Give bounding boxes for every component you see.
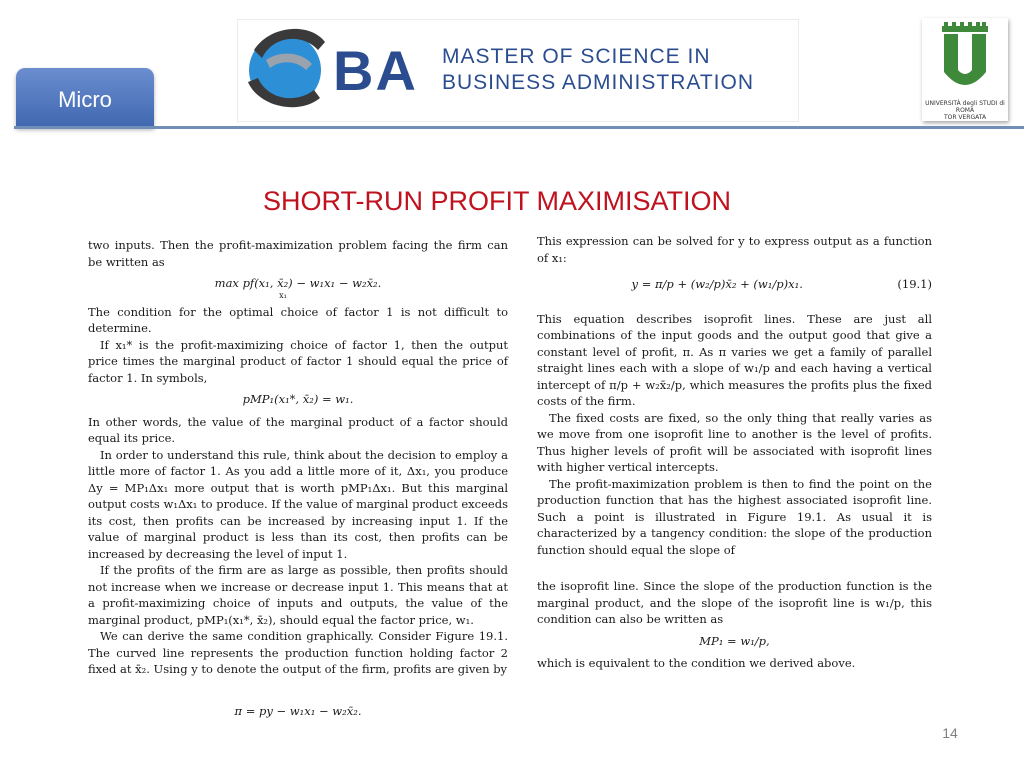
tor-vergata-emblem-icon	[922, 18, 1008, 98]
equation-subscript: x₁	[279, 290, 287, 300]
header-divider	[14, 126, 1024, 129]
equation: π = py − w₁x₁ − w₂x̄₂.	[234, 703, 362, 718]
left-text-column	[88, 237, 508, 725]
paragraph: If the profits of the firm are as large as possible, then profits should not increase when we increase or decrease input 1. This means that at a profit-maximizing choice of inputs and outputs, the value of the marginal product, pMP₁(x₁*, x̄₂), should equal the factor price, w₁.	[88, 563, 508, 627]
paragraph: The condition for the optimal choice of factor 1 is not difficult to determine.	[88, 304, 508, 335]
equation: MP₁ = w₁/p,	[699, 633, 770, 648]
paragraph: the isoprofit line. Since the slope of the production function is the marginal product, and the slope of the isoprofit line is w₁/p, this condition can also be written as	[537, 579, 932, 626]
ba-globe-logo-icon	[240, 20, 330, 118]
paragraph: This expression can be solved for y to express output as a function of x₁:	[537, 234, 932, 265]
right-text-column	[537, 233, 932, 672]
paragraph: We can derive the same condition graphically. Consider Figure 19.1. The curved line represents the production function holding factor 2 fixed at x̄₂. Using y to denote the output of the firm, profits are given by	[88, 629, 508, 676]
logo-title-line1: MASTER OF SCIENCE IN	[442, 45, 711, 68]
equation: max pf(x₁, x̄₂) − w₁x₁ − w₂x̄₂.	[214, 276, 382, 290]
paragraph: two inputs. Then the profit-maximization problem facing the firm can be written as	[88, 238, 508, 269]
equation: pMP₁(x₁*, x̄₂) = w₁.	[242, 392, 354, 406]
paragraph: which is equivalent to the condition we derived above.	[537, 656, 856, 670]
university-name	[922, 100, 1008, 121]
paragraph: The profit-maximization problem is then to find the point on the production function that has the highest associated isoprofit line. Such a point is illustrated in Figure 19.1. As usual it is characterized by a tangency condition: the slope of the production function should equal the slope of	[537, 476, 932, 557]
equation-number: (19.1)	[897, 277, 932, 291]
paragraph: In other words, the value of the marginal product of a factor should equal its price.	[88, 414, 508, 445]
logo-monogram: BA	[333, 39, 418, 102]
paragraph: This equation describes isoprofit lines. These are just all combinations of the input goods and the output good that give a constant level of profit, π. As π varies we get a family of parallel straight lines each with a slope of w₁/p and each having a vertical intercept of π/p + w₂x̄₂/p, which measures the profits plus the fixed costs of the firm.	[537, 311, 932, 408]
section-tab	[16, 68, 154, 128]
university-name-line2: TOR VERGATA	[943, 114, 987, 121]
equation-body: y = π/p + (w₂/p)x̄₂ + (w₁/p)x₁.	[631, 277, 803, 291]
logo-title-line2: BUSINESS ADMINISTRATION	[442, 71, 754, 94]
paragraph: The fixed costs are fixed, so the only thing that really varies as we move from one isoprofit line to another is the level of profits. Thus higher levels of profit will be associated with isoprofit lines with higher vertical intercepts.	[537, 410, 932, 474]
paragraph: In order to understand this rule, think about the decision to employ a little more of factor 1. As you add a little more of it, Δx₁, you produce Δy = MP₁Δx₁ more output that is worth pMP₁Δx₁. But this marginal output costs w₁Δx₁ to produce. If the value of marginal product exceeds its cost, then profits can be increased by increasing input 1. If the value of marginal product is less than its cost, then profits can be increased by decreasing the level of input 1.	[88, 447, 508, 561]
equation	[537, 276, 932, 293]
paragraph: If x₁* is the profit-maximizing choice of factor 1, then the output price times the marginal product of factor 1 should equal the price of factor 1. In symbols,	[88, 337, 508, 385]
slide-header	[0, 0, 1024, 135]
section-tab-label: Micro	[58, 87, 112, 112]
university-name-line1: UNIVERSITÀ degli STUDI di ROMA	[925, 100, 1005, 114]
page-number: 14	[942, 725, 958, 741]
slide-title: SHORT-RUN PROFIT MAXIMISATION	[262, 186, 732, 216]
university-logo	[922, 18, 1008, 121]
